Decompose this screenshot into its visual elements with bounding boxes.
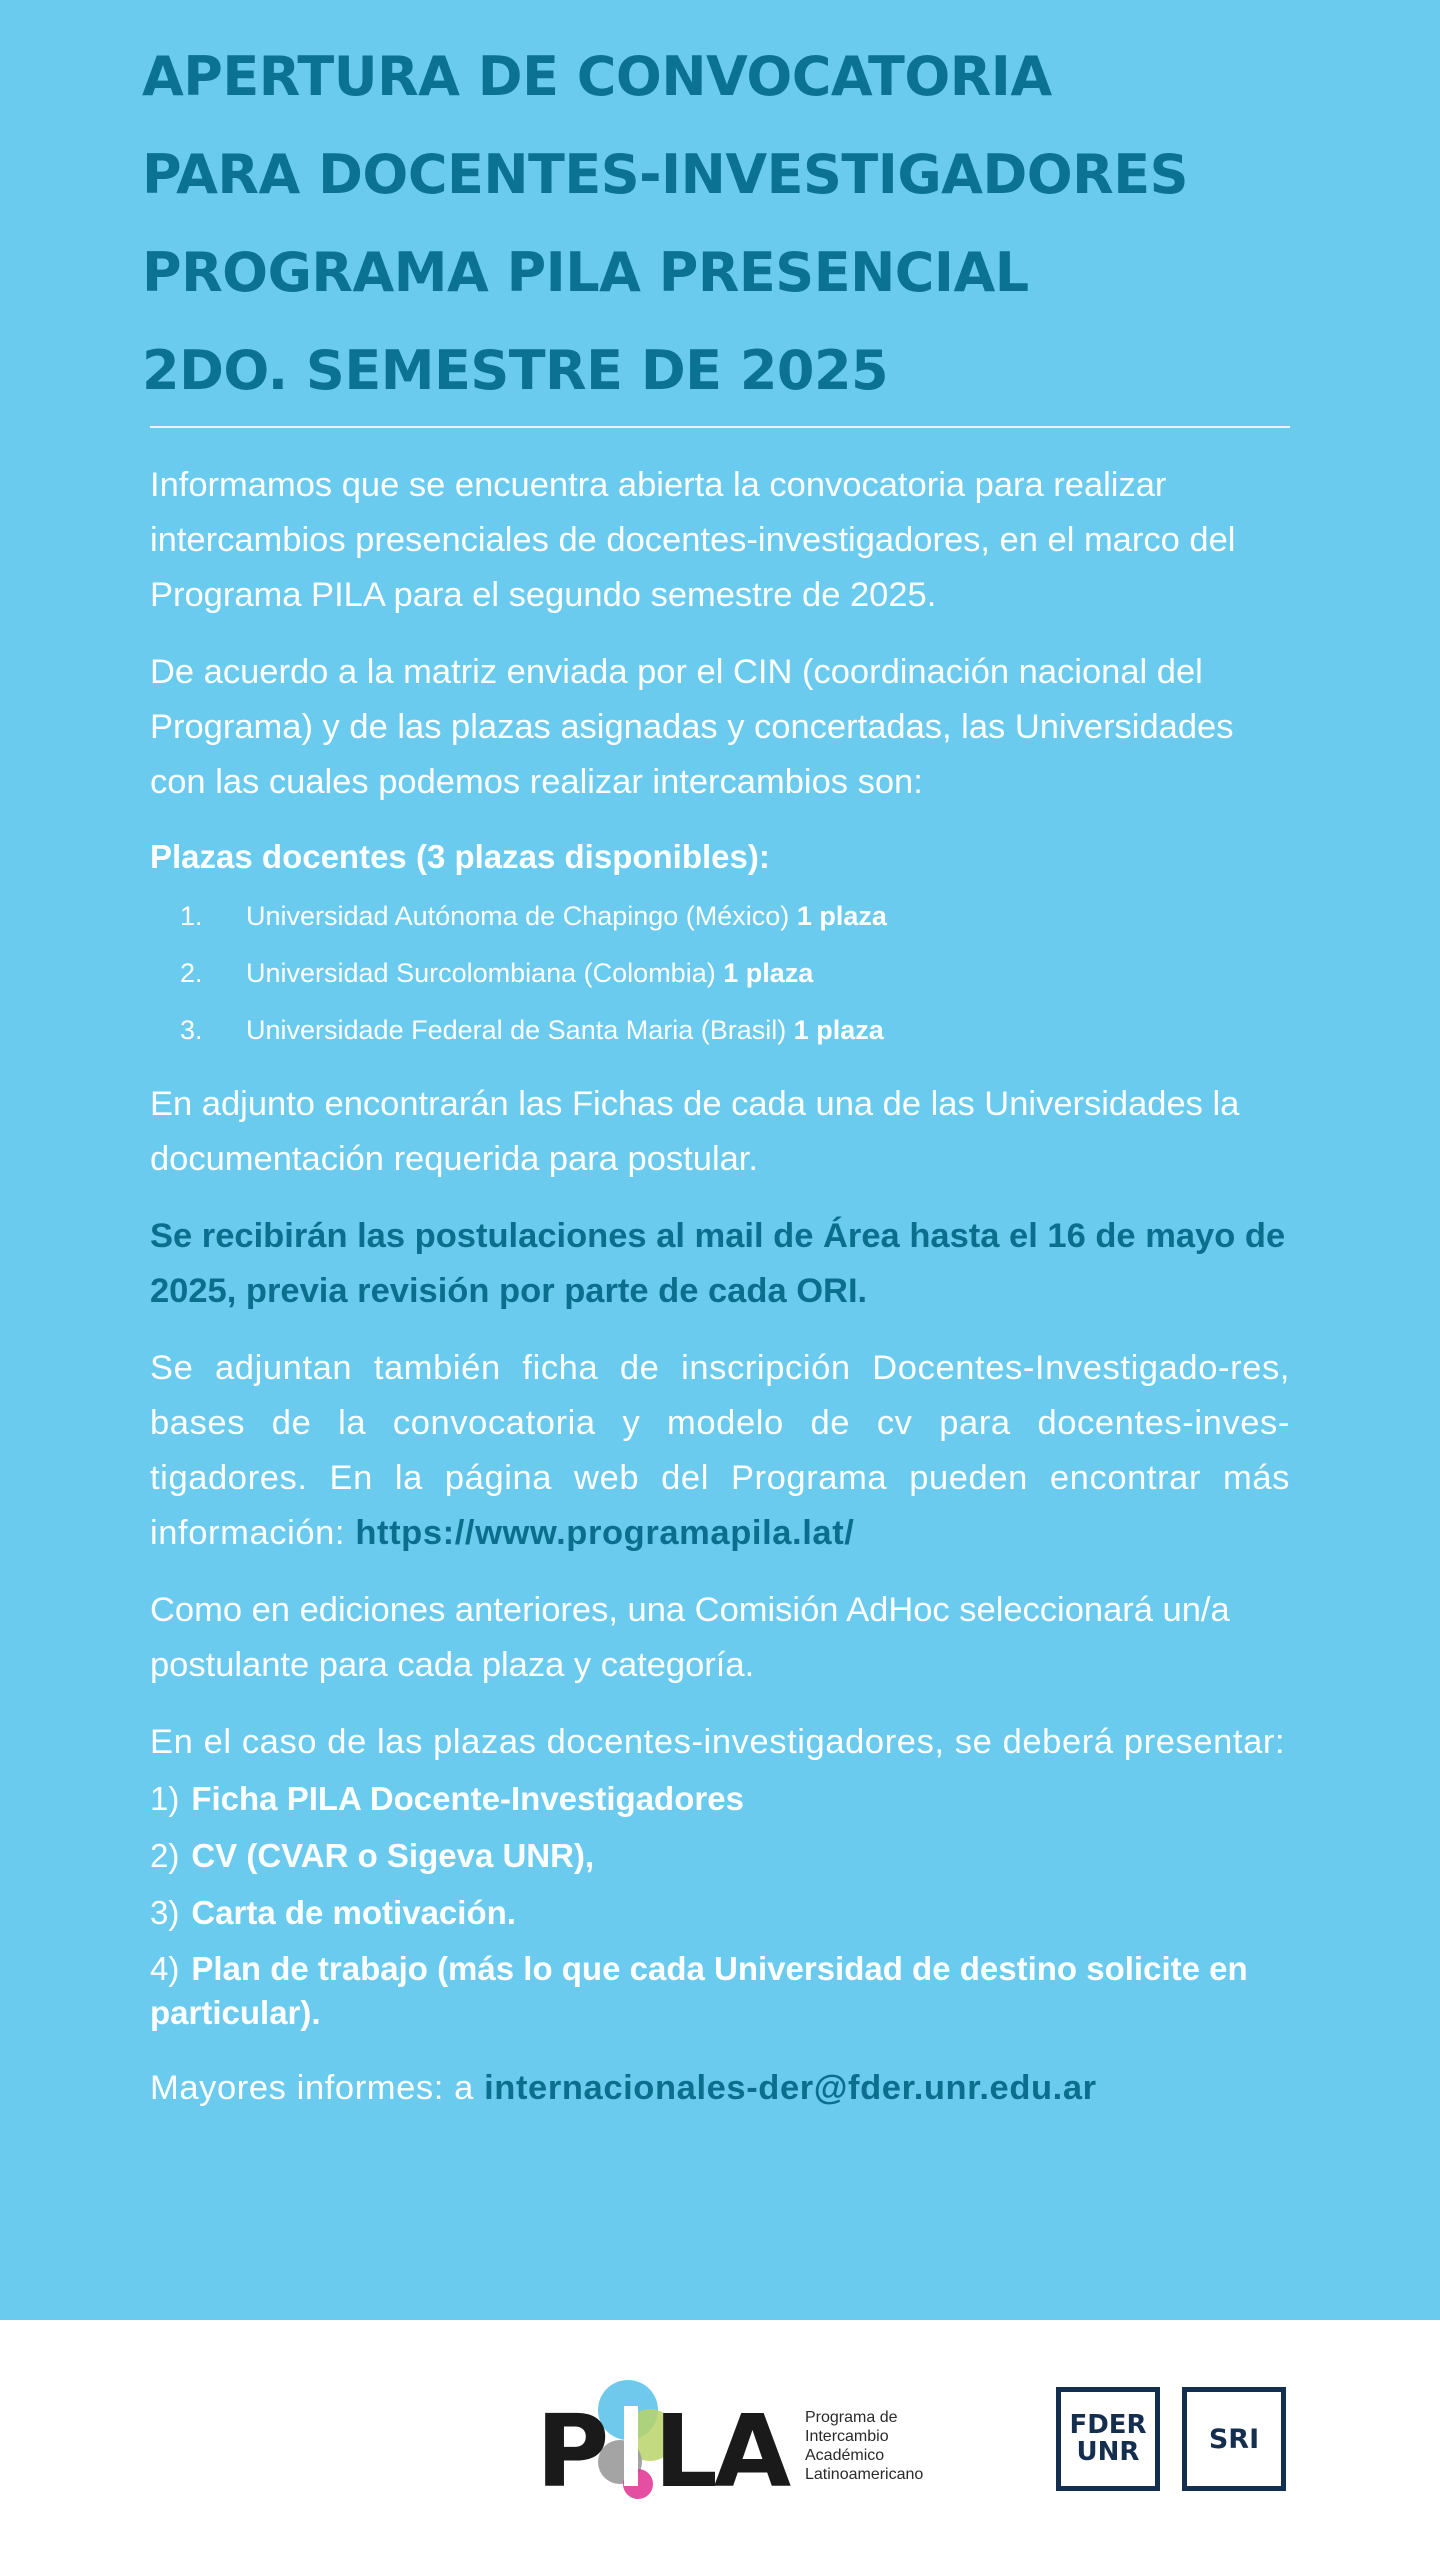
plaza-seats: 1 plaza bbox=[796, 901, 887, 931]
requirement-text: Carta de motivación. bbox=[191, 1894, 516, 1931]
title-line-2: PARA DOCENTES-INVESTIGADORES bbox=[142, 143, 1189, 206]
plaza-item bbox=[150, 1002, 1290, 1059]
website-link[interactable]: https://www.programapila.lat/ bbox=[355, 1514, 855, 1552]
footer-logos bbox=[0, 2360, 1440, 2520]
announcement-body bbox=[150, 458, 1290, 2138]
contact-paragraph bbox=[150, 2061, 1290, 2116]
requirement-text: CV (CVAR o Sigeva UNR), bbox=[191, 1837, 595, 1874]
attachments-text: Se adjuntan también ficha de inscripción Docentes-Investigado-res, bases de la convocatoria y modelo de cv para docentes-inves-tigadores. En la página web del Programa pueden encontrar más información: bbox=[150, 1349, 1290, 1552]
fder-unr-logo bbox=[1056, 2387, 1160, 2491]
plaza-seats: 1 plaza bbox=[723, 958, 814, 988]
requirement-item bbox=[150, 1884, 1290, 1941]
plaza-number: 1. bbox=[180, 901, 203, 931]
requirement-number: 4) bbox=[150, 1950, 180, 1987]
commission-paragraph: Como en ediciones anteriores, una Comisión AdHoc seleccionará un/a postulante para cada plaza y categoría. bbox=[150, 1591, 1230, 1684]
plaza-seats: 1 plaza bbox=[793, 1015, 884, 1045]
plaza-number: 3. bbox=[180, 1015, 203, 1045]
matrix-paragraph: De acuerdo a la matriz enviada por el CIN (coordinación nacional del Programa) y de las plazas asignadas y concertadas, las Universidades con las cuales podemos realizar intercambios son: bbox=[150, 653, 1234, 801]
plaza-university: Universidad Surcolombiana (Colombia) bbox=[246, 958, 724, 988]
contact-prefix: Mayores informes: a bbox=[150, 2069, 485, 2107]
requirements-list bbox=[150, 1770, 1290, 2035]
requirement-number: 3) bbox=[150, 1894, 180, 1931]
requirement-number: 2) bbox=[150, 1837, 180, 1874]
fichas-paragraph: En adjunto encontrarán las Fichas de cada una de las Universidades la documentación requerida para postular. bbox=[150, 1085, 1240, 1178]
intro-paragraph: Informamos que se encuentra abierta la convocatoria para realizar intercambios presenciales de docentes-investigadores, en el marco del Programa PILA para el segundo semestre de 2025. bbox=[150, 466, 1236, 614]
sri-text: SRI bbox=[1208, 2423, 1260, 2455]
tagline-line: Latinoamericano bbox=[805, 2466, 924, 2483]
requirement-number: 1) bbox=[150, 1780, 180, 1817]
requirement-text: Plan de trabajo (más lo que cada Universidad de destino solicite en particular). bbox=[150, 1950, 1248, 2031]
tagline-line: Intercambio bbox=[805, 2428, 889, 2445]
title-divider bbox=[150, 426, 1290, 428]
logo-letter-i bbox=[624, 2406, 638, 2486]
sri-logo bbox=[1182, 2387, 1286, 2491]
plazas-heading: Plazas docentes (3 plazas disponibles): bbox=[150, 838, 770, 875]
tagline-line: Académico bbox=[805, 2447, 885, 2464]
unr-text: UNR bbox=[1076, 2437, 1140, 2467]
title-line-1: APERTURA DE CONVOCATORIA bbox=[142, 45, 1052, 108]
attachments-paragraph bbox=[150, 1341, 1290, 1561]
pila-tagline bbox=[805, 2408, 965, 2484]
requirement-item bbox=[150, 1827, 1290, 1884]
logo-letter-p: P bbox=[536, 2393, 610, 2500]
plaza-item bbox=[150, 888, 1290, 945]
requirement-text: Ficha PILA Docente-Investigadores bbox=[191, 1780, 744, 1817]
contact-email-link[interactable]: internacionales-der@fder.unr.edu.ar bbox=[484, 2069, 1097, 2107]
requirement-item bbox=[150, 1770, 1290, 1827]
requirement-item bbox=[150, 1947, 1290, 2035]
tagline-line: Programa de bbox=[805, 2409, 898, 2426]
title-line-3: PROGRAMA PILA PRESENCIAL bbox=[142, 241, 1029, 304]
plaza-number: 2. bbox=[180, 958, 203, 988]
title-line-4: 2DO. SEMESTRE DE 2025 bbox=[142, 339, 889, 402]
fder-text: FDER bbox=[1069, 2410, 1147, 2440]
requirements-intro: En el caso de las plazas docentes-investigadores, se deberá presentar: bbox=[150, 1723, 1286, 1761]
page-title bbox=[142, 28, 1342, 420]
plaza-university: Universidad Autónoma de Chapingo (México) bbox=[246, 901, 797, 931]
plaza-item bbox=[150, 945, 1290, 1002]
logo-letters-la: LA bbox=[654, 2393, 788, 2500]
deadline-paragraph: Se recibirán las postulaciones al mail de Área hasta el 16 de mayo de 2025, previa revisión por parte de cada ORI. bbox=[150, 1217, 1286, 1310]
plaza-university: Universidade Federal de Santa Maria (Brasil) bbox=[246, 1015, 794, 1045]
plazas-list bbox=[150, 888, 1290, 1059]
